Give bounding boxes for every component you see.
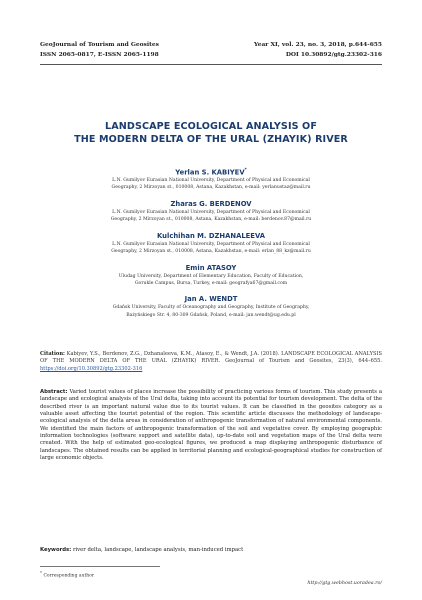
citation-text: Kabiyev, Y.S., Berdenov, Z.G., Dzhanaleeva, K.M., Atasoy, E., & Wendt, J.A. (2018). LANDSCAPE ECOLOGICAL ANALYSIS OF THE MODERN DELTA OF THE URAL (ZHAYIK) RIVER. GeoJournal of Tourism and Geosites, 23(3), 644–655. <box>40 351 383 365</box>
author-name: Jan A. WENDT <box>184 295 238 304</box>
keywords-label: Keywords: <box>40 547 72 553</box>
affiliation-line: L.N. Gumilyov Eurasian National University, Department of Physical and Economical <box>112 178 310 184</box>
citation-label: Citation: <box>40 351 65 357</box>
title-line: LANDSCAPE ECOLOGICAL ANALYSIS OF <box>105 121 317 132</box>
author-block <box>60 232 362 255</box>
keywords-text: river delta, landscape, landscape analysis, man-induced impact <box>72 547 244 553</box>
footnote <box>40 570 94 580</box>
affiliation-line: Bażyńskiego Str. 4, 80-309 Gdańsk, Poland, e-mail: jan.wendt@ug.edu.pl <box>126 312 296 318</box>
affiliation-line: Geography, 2 Mirzoyan st., 010008, Astana, Kazakhstan, e-mail: yerlanustaz@mail.ru <box>111 185 311 191</box>
footnote-rule <box>40 566 160 567</box>
paper-title <box>40 120 382 146</box>
author-affiliation <box>60 241 362 255</box>
author-affiliation <box>60 304 362 318</box>
abstract-text: Varied tourist values of places increase the possibility of practicing various forms of tourism. This study presents a landscape and ecological analysis of the Ural delta, taking into account its potential for tourism development. The delta of the described river is an important natural value due to its tourist values. It can be classified in the geosites category as a valuable asset affecting the tourist potential of the region. This scientific article discusses the methodology of landscape-ecological analysis of the delta areas in consideration of anthropogenic transformation of natural environmental components. We identified the main factors of anthropogenic transformation of the soil and vegetative cover. By employing geographic information technologies (software support and satellite data), up-to-date soil and vegetation maps of the Ural delta were created. With the help of estimated geo-ecological figures, we produced a map displaying anthropogenic disturbance of landscapes. The obtained results can be applied in territorial planning and ecological-geographical studies for construction of large economic objects. <box>40 389 382 462</box>
volume-info: Year XI, vol. 23, no. 3, 2018, p.644-655 <box>254 41 382 48</box>
abstract-block <box>40 389 382 462</box>
author-name: Yerlan S. KABIYEV <box>175 168 245 177</box>
title-line: THE MODERN DELTA OF THE URAL (ZHAYIK) RIVER <box>74 134 348 145</box>
author-block <box>60 264 362 287</box>
doi-link[interactable]: https://doi.org/10.30892/gtg.23302-316 <box>40 365 143 372</box>
doi-info: DOI 10.30892/gtg.23302-316 <box>285 51 382 58</box>
author-name: Emin ATASOY <box>185 263 237 272</box>
affiliation-line: L.N. Gumilyov Eurasian National University, Department of Physical and Economical <box>112 210 310 216</box>
affiliation-line: Gorukle Campus, Bursa, Turkey, e-mail: geografya67@gmail.com <box>134 280 288 286</box>
author-list <box>60 165 362 327</box>
citation-block <box>40 351 382 373</box>
author-block <box>60 200 362 223</box>
affiliation-line: Geography, 2 Mirzoyan st., 010008, Astana, Kazakhstan, e-mail: berdenov.87@mail.ru <box>110 217 312 223</box>
affiliation-line: Geography, 2 Mirzoyan st., 010008, Astana, Kazakhstan, e-mail: erlan_88_kz@mail.ru <box>111 249 311 255</box>
journal-header-left <box>40 40 159 60</box>
footer-url[interactable]: http://gtg.webhost.uoradea.ro/ <box>307 581 382 586</box>
header-rule <box>40 64 382 65</box>
author-affiliation <box>60 273 362 287</box>
journal-name: GeoJournal of Tourism and Geosites <box>40 41 159 48</box>
footnote-text: Corresponding author <box>43 573 95 579</box>
journal-issn: ISSN 2065-0817, E-ISSN 2065-1198 <box>40 51 159 58</box>
affiliation-line: Uludag University, Department of Elementary Education, Faculty of Education, <box>118 273 304 279</box>
affiliation-line: Gdańsk University, Faculty of Oceanography and Geography, Institute of Geography, <box>112 305 310 311</box>
author-name: Kulchihan M. DZHANALEEVA <box>157 231 265 240</box>
footnote-mark: * <box>40 570 42 575</box>
journal-header-right <box>254 40 382 60</box>
author-affiliation <box>60 177 362 191</box>
corresponding-mark: * <box>244 167 247 172</box>
abstract-label: Abstract: <box>40 389 68 395</box>
author-affiliation <box>60 209 362 223</box>
affiliation-line: L.N. Gumilyov Eurasian National University, Department of Physical and Economical <box>112 241 310 247</box>
keywords-block <box>40 547 382 554</box>
author-block <box>60 295 362 318</box>
author-name: Zharas G. BERDENOV <box>170 200 252 209</box>
author-block <box>60 165 362 192</box>
